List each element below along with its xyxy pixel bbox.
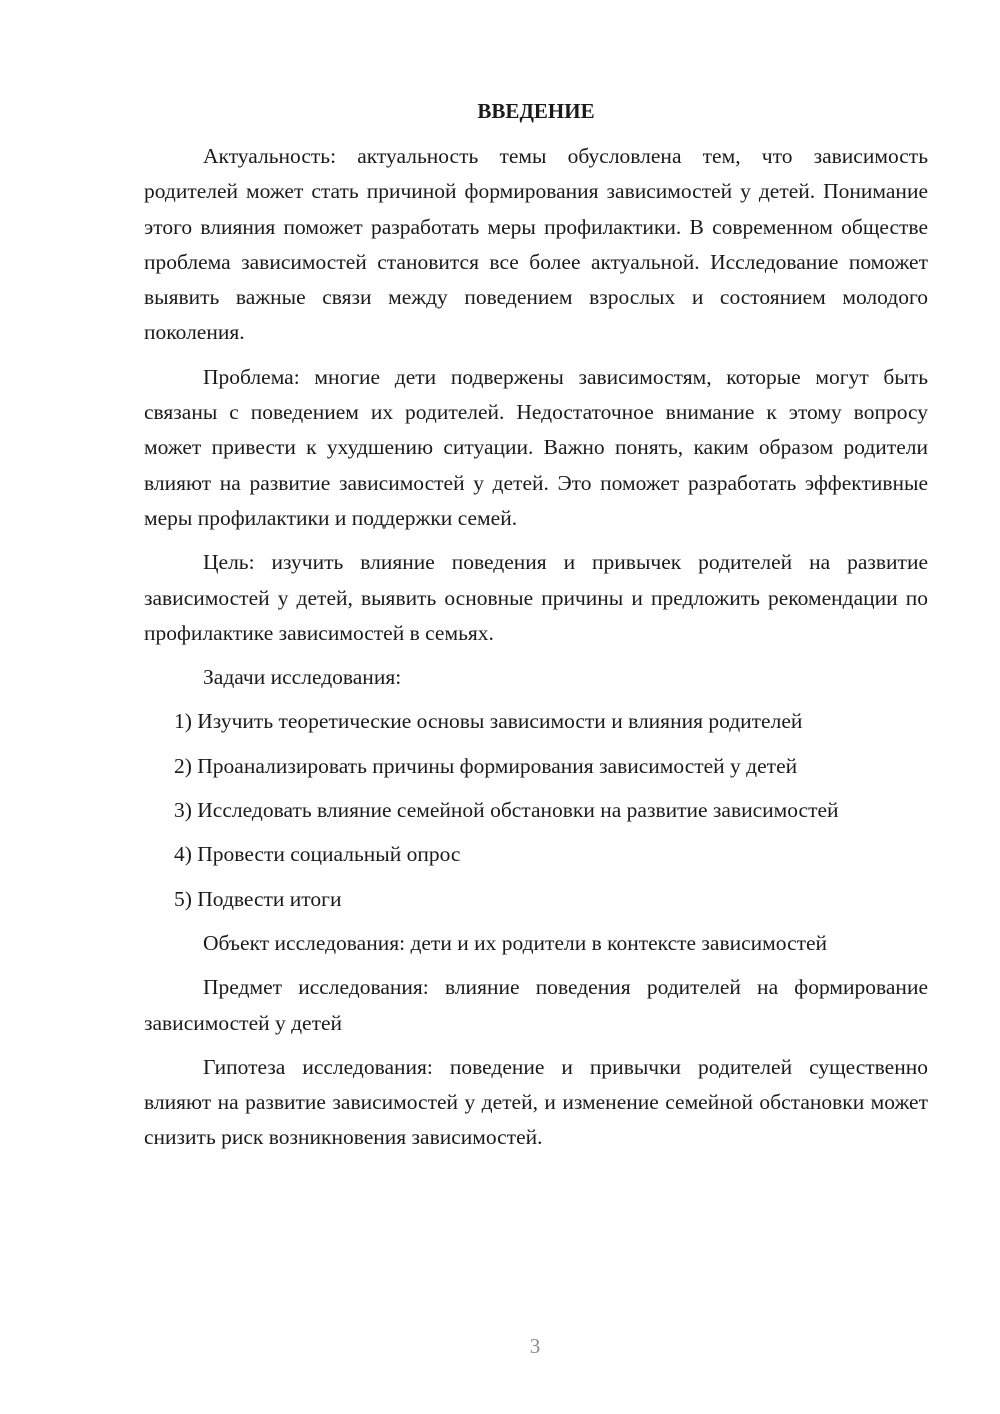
goal-paragraph: Цель: изучить влияние поведения и привычек родителей на развитие зависимостей у детей, выявить основные причины и предложить рекомендации по профилактике зависимостей в семьях. — [144, 550, 928, 645]
page-number: 3 — [529, 1334, 541, 1358]
document-page — [144, 95, 928, 1165]
relevance-paragraph: Актуальность: актуальность темы обусловлена тем, что зависимость родителей может стать причиной формирования зависимостей у детей. Понимание этого влияния поможет разработать меры профилактики. В современном обществе проблема зависимостей становится все более актуальной. Исследование поможет выявить важные связи между поведением взрослых и состоянием молодого поколения. — [144, 144, 928, 345]
task-item-1: 1) Изучить теоретические основы зависимости и влияния родителей — [174, 709, 803, 734]
task-item-4: 4) Провести социальный опрос — [174, 842, 461, 867]
problem-paragraph: Проблема: многие дети подвержены зависимостям, которые могут быть связаны с поведением их родителей. Недостаточное внимание к этому вопросу может привести к ухудшению ситуации. Важно понять, каким образом родители влияют на развитие зависимостей у детей. Это поможет разработать эффективные меры профилактики и поддержки семей. — [144, 364, 928, 530]
task-item-2: 2) Проанализировать причины формирования зависимостей у детей — [174, 753, 798, 778]
task-item-5: 5) Подвести итоги — [174, 886, 342, 911]
task-item-3: 3) Исследовать влияние семейной обстановки на развитие зависимостей — [174, 798, 839, 823]
section-heading: ВВЕДЕНИЕ — [477, 99, 595, 123]
hypothesis-paragraph: Гипотеза исследования: поведение и привычки родителей существенно влияют на развитие зависимостей у детей, и изменение семейной обстановки может снизить риск возникновения зависимостей. — [144, 1054, 928, 1150]
subject-paragraph: Предмет исследования: влияние поведения родителей на формирование зависимостей у детей — [144, 975, 928, 1035]
object-paragraph: Объект исследования: дети и их родители в контексте зависимостей — [203, 930, 828, 955]
tasks-heading: Задачи исследования: — [203, 665, 402, 690]
